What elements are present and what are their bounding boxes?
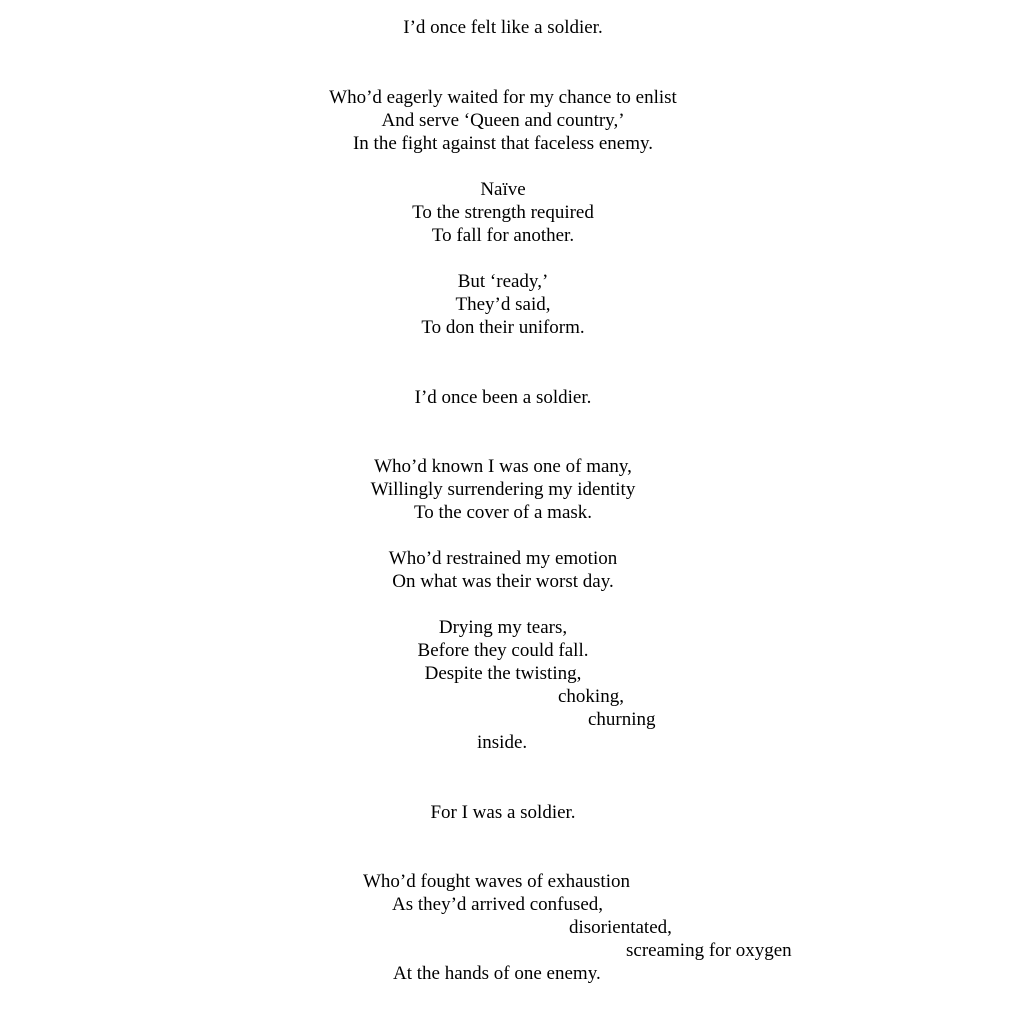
poem-line: churning — [588, 709, 656, 730]
poem-line: Who’d eagerly waited for my chance to enlist — [329, 87, 677, 108]
poem-line: To don their uniform. — [421, 317, 585, 338]
poem-line: Naïve — [480, 179, 526, 200]
poem-line: To fall for another. — [431, 225, 575, 246]
poem-line: Who’d fought waves of exhaustion — [363, 871, 630, 892]
poem-line: But ‘ready,’ — [457, 271, 549, 292]
poem-line: As they’d arrived confused, — [392, 894, 604, 915]
poem-line: For I was a soldier. — [430, 802, 576, 823]
poem-line: Drying my tears, — [438, 617, 568, 638]
poem-line: On what was their worst day. — [392, 571, 614, 592]
poem-line: They’d said, — [455, 294, 551, 315]
poem-line: Willingly surrendering my identity — [370, 479, 636, 500]
poem-line: Who’d restrained my emotion — [388, 548, 618, 569]
poem-line: In the fight against that faceless enemy. — [352, 133, 654, 154]
poem-line: And serve ‘Queen and country,’ — [381, 110, 625, 131]
poem-line: At the hands of one enemy. — [393, 963, 601, 984]
poem-line: screaming for oxygen — [626, 940, 792, 961]
poem-line: inside. — [477, 732, 528, 753]
poem-line: To the strength required — [412, 202, 594, 223]
poem-line: Before they could fall. — [417, 640, 589, 661]
poem-line: disorientated, — [569, 917, 672, 938]
poem-line: I’d once felt like a soldier. — [403, 17, 603, 38]
poem-line: Despite the twisting, — [424, 663, 582, 684]
poem-line: I’d once been a soldier. — [414, 387, 592, 408]
poem-line: Who’d known I was one of many, — [374, 456, 632, 477]
poem-line: To the cover of a mask. — [413, 502, 593, 523]
poem-line: choking, — [558, 686, 624, 707]
